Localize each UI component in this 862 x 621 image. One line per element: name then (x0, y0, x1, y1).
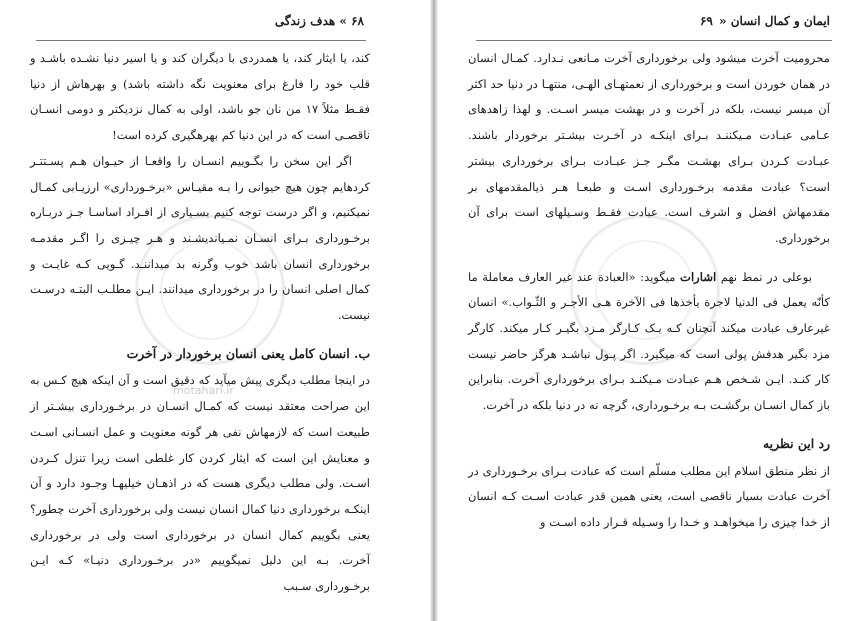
left-running-title: هدف زندگی (274, 14, 336, 28)
right-paragraph-2-lead: بوعلی در نمط نهم (720, 269, 812, 284)
left-section-heading: ب. انسان کامل یعنی انسان برخوردار در آخرت (126, 345, 370, 361)
right-paragraph-1: محرومیت آخرت میشود ولی برخورداری آخرت مـانعی نـدارد. کمـال انسان در همان خوردن است و برخورداری از نعمتهـای الهـی، منتهـا در دنیا حد اکثر آن میسر نیست، بلکه در آخرت و در بهشت میسر اسـت. و لهذا زاهدهای عـامی عبـادت مـیکننـد بـرای اینکـه در آخـرت بیشـتر برخوردار باشند. عبـادت کـردن بـرای بهشـت مگـر جـز عبـادت بـرای برخورداری بیشتر است؟ عبادت مقدمه برخـورداری اسـت و طبعـا هـر ذیالمقدمهای بر مقدمهاش افضل و اشرف است. عبادت فقـط وسـیلهای است برای آن برخورداری. (468, 51, 830, 245)
left-page-header (275, 14, 366, 34)
left-section-paragraph: در اینجا مطلب دیگری پیش میآید که دقیق است و آن اینکه هیچ کـس به این صراحت معتقد نیست که کمـال انسـان در برخـورداری بیشـتر از طبیعت است که لازمهاش نفی هر گونه معنویت و عمل انسـانی اسـت و معنایش این است که ایثار کردن کار غلطی است زیرا تنزل کـردن اسـت. ولی مطلب دیگری هست که در اذهـان خیلیهـا وجـود دارد و آن اینکـه برخورداری دنیا کمال انسان نیست ولی برخورداری آخرت چطور؟ یعنی بگوییم کمال انسان در برخورداری است ولی در برخورداری آخرت. بـه این دلیل نمیگوییم «در برخـورداری دنیـا» کـه ایـن برخـورداری سـبب (30, 373, 370, 594)
right-page-header (700, 14, 830, 34)
right-header-separator: « (719, 14, 727, 28)
left-header-rule (36, 40, 366, 41)
right-running-title: ایمان و کمال انسان (730, 14, 830, 28)
right-paragraph-2 (468, 265, 830, 419)
left-page-number: ۶۸ (351, 14, 364, 28)
left-paragraph-1: کند، یا ایثار کند، یا همدردی با دیگران کند و یا اسیر دنیا نشـده باشـد و قلب خود را فارغ برای معنویت نگه داشته باشد) و بهرهاش از دنیا فقـط مثلاً ۱۷ من نان جو باشد، اولی به کمال نزدیکتر و دومی انسـان ناقصـی است که در این دنیا کم بهرهگیری کرده است! (30, 51, 370, 143)
right-header-rule (476, 40, 832, 41)
watermark-text: motahari.ir (173, 384, 234, 397)
right-page-body (468, 46, 830, 536)
right-paragraph-2-rest: میگوید: «العبادة عند غیر العارف معاملة ما کأنّه یعمل فی الدنیا لاجرة یأخذها فی الآخرة هـی الأجـر و الثّـواب.» انسان غیرعارف عبادت میکند آنچنان کـه یـک کـارگر مـزد بگیـر کـار میکند. کارگر مزد بگیر هدفش پولی است که میگیرد. اگر پـول نباشـد هرگز حاضر نیست کار کنـد. ایـن شـخص هـم عبـادت مـیکنـد بـرای برخورداری آخرت. بنابراین باز کمال انسـان برگشـت بـه برخـورداری، گرچه نه در دنیا بلکه در آخرت. (468, 269, 830, 413)
right-section-heading: رد این نظریه (763, 435, 830, 451)
right-section-paragraph: از نظر منطق اسلام این مطلب مسلّم است که عبادت بـرای برخـورداری در آخرت عبادت بسیار ناقصی است، یعنی همین قدر عبادت اسـت کـه انسان از خدا چیزی را میخواهـد و خـدا را وسـیله قـرار داده اسـت و (468, 463, 830, 529)
right-page-number: ۶۹ (699, 14, 713, 28)
left-page (0, 0, 430, 621)
left-paragraph-2: اگر این سخن را بگـوییم انسـان را واقعـا از حیـوان هـم پسـتتـر کردهایم چون هیچ حیوانی را بـه مقیـاس «برخـورداری» ارزیـابی کمـال نمیکنیم، و اگر درست توجه کنیم بسـیاری از افـراد اساسـا جـز دربـاره برخـورداری بـرای انسـان نمـیاندیشـند و هـر چیـزی را اگـر مقدمـه برخورداری انسان باشد خوب وگرنه بد میداننـد. گـویی کـه غایـت و کمال اصلی انسان را در برخورداری میدانند. ایـن مطلـب البتـه درسـت نیست. (30, 153, 370, 323)
left-header-separator: » (339, 14, 347, 28)
left-page-body (30, 46, 370, 600)
right-page (438, 0, 862, 621)
book-gutter (430, 0, 438, 621)
book-title-isharat: اشارات (680, 269, 717, 284)
